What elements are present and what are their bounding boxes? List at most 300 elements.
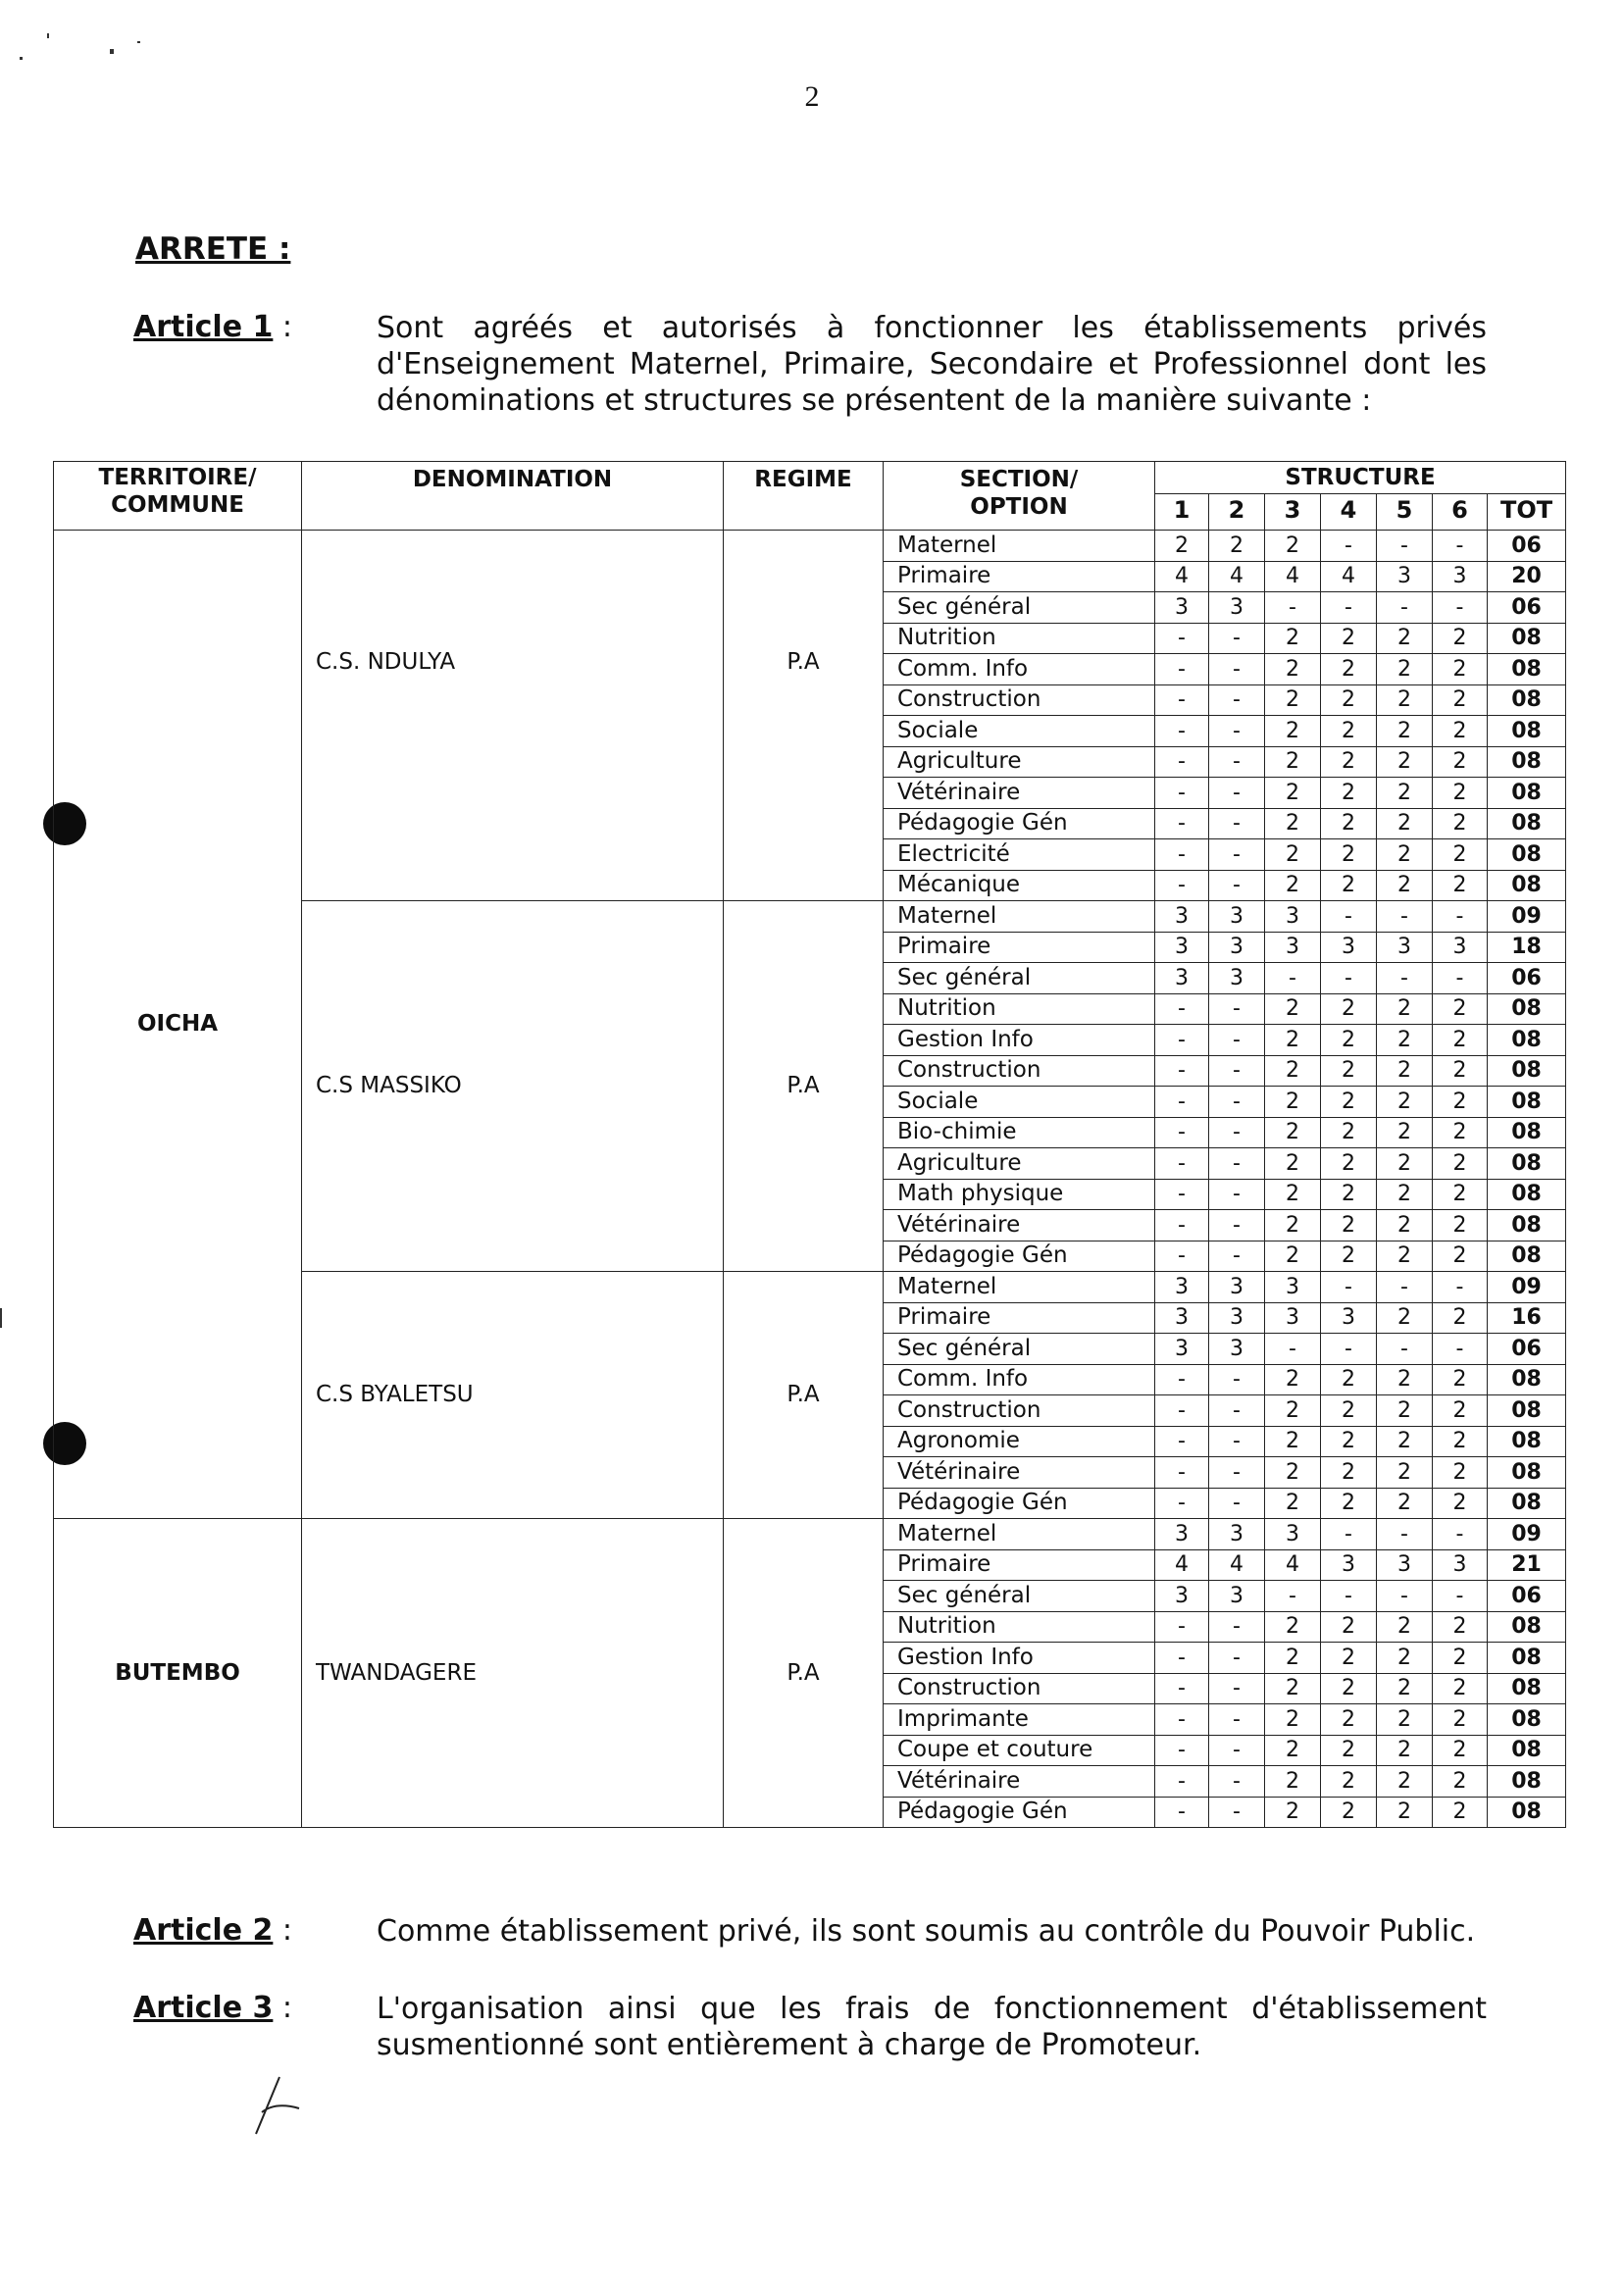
structure-value-cell: 2 (1433, 1704, 1488, 1736)
total-cell: 16 (1488, 1302, 1566, 1334)
structure-value-cell: 2 (1321, 1766, 1377, 1798)
structure-value-cell: - (1321, 1334, 1377, 1365)
section-cell: Construction (884, 1395, 1155, 1427)
structure-value-cell: 2 (1377, 1797, 1433, 1828)
structure-value-cell: 2 (1265, 654, 1321, 685)
structure-value-cell: 3 (1433, 932, 1488, 963)
structure-value-cell: 2 (1377, 1643, 1433, 1674)
total-cell: 08 (1488, 1673, 1566, 1704)
structure-value-cell: - (1209, 1673, 1265, 1704)
total-cell: 08 (1488, 1735, 1566, 1766)
scan-speck (137, 41, 140, 43)
structure-value-cell: - (1377, 1334, 1433, 1365)
structure-value-cell: 2 (1433, 1025, 1488, 1056)
total-cell: 08 (1488, 1766, 1566, 1798)
structure-value-cell: - (1377, 1519, 1433, 1550)
structure-value-cell: - (1209, 1025, 1265, 1056)
total-cell: 08 (1488, 746, 1566, 778)
structure-value-cell: 3 (1377, 561, 1433, 592)
structure-value-cell: 2 (1433, 1395, 1488, 1427)
total-cell: 08 (1488, 684, 1566, 716)
structure-value-cell: 3 (1433, 1549, 1488, 1581)
structure-value-cell: 2 (1321, 1488, 1377, 1519)
total-cell: 08 (1488, 1797, 1566, 1828)
structure-value-cell: - (1433, 1272, 1488, 1303)
table-body (54, 531, 1566, 1828)
section-cell: Imprimante (884, 1704, 1155, 1736)
section-cell: Nutrition (884, 1611, 1155, 1643)
total-cell: 08 (1488, 1611, 1566, 1643)
structure-value-cell: - (1321, 531, 1377, 562)
territory-cell: OICHA (54, 531, 302, 1519)
regime-cell: P.A (724, 1519, 884, 1828)
structure-value-cell: 3 (1155, 1334, 1209, 1365)
header-col-4: 4 (1321, 494, 1377, 531)
structure-value-cell: 2 (1265, 1025, 1321, 1056)
structure-value-cell: 2 (1433, 1179, 1488, 1210)
structure-value-cell: - (1265, 1581, 1321, 1612)
structure-value-cell: - (1155, 623, 1209, 654)
section-cell: Primaire (884, 1302, 1155, 1334)
structure-value-cell: 2 (1433, 1673, 1488, 1704)
regime-cell: P.A (724, 1272, 884, 1519)
section-cell: Pédagogie Gén (884, 808, 1155, 839)
structure-value-cell: 2 (1321, 716, 1377, 747)
structure-value-cell: 2 (1377, 1704, 1433, 1736)
structure-value-cell: 3 (1265, 1302, 1321, 1334)
section-cell: Vétérinaire (884, 1766, 1155, 1798)
structure-value-cell: 2 (1377, 654, 1433, 685)
structure-value-cell: 2 (1265, 808, 1321, 839)
structure-value-cell: 2 (1377, 1148, 1433, 1180)
structure-value-cell: 2 (1377, 1087, 1433, 1118)
structure-value-cell: 3 (1265, 901, 1321, 933)
section-cell: Pédagogie Gén (884, 1797, 1155, 1828)
total-cell: 09 (1488, 901, 1566, 933)
structure-value-cell: 2 (1377, 1673, 1433, 1704)
section-cell: Construction (884, 684, 1155, 716)
structure-value-cell: 2 (1321, 808, 1377, 839)
total-cell: 08 (1488, 1395, 1566, 1427)
structure-value-cell: - (1209, 839, 1265, 871)
structure-value-cell: 2 (1433, 1766, 1488, 1798)
structure-value-cell: - (1155, 1395, 1209, 1427)
structure-value-cell: 2 (1433, 1241, 1488, 1272)
structure-value-cell: 2 (1433, 1210, 1488, 1241)
structure-value-cell: 2 (1433, 1302, 1488, 1334)
structure-value-cell: 3 (1155, 1302, 1209, 1334)
structure-value-cell: 2 (1321, 1241, 1377, 1272)
structure-value-cell: - (1209, 623, 1265, 654)
structure-value-cell: - (1155, 1087, 1209, 1118)
section-cell: Maternel (884, 901, 1155, 933)
header-col-2: 2 (1209, 494, 1265, 531)
section-cell: Sec général (884, 592, 1155, 624)
structure-value-cell: 2 (1321, 1735, 1377, 1766)
section-cell: Sec général (884, 1334, 1155, 1365)
structure-value-cell: 2 (1433, 623, 1488, 654)
total-cell: 09 (1488, 1272, 1566, 1303)
structure-value-cell: - (1209, 716, 1265, 747)
structure-value-cell: 3 (1321, 1549, 1377, 1581)
structure-value-cell: 3 (1155, 963, 1209, 994)
structure-value-cell: 2 (1265, 746, 1321, 778)
structure-value-cell: 2 (1265, 1611, 1321, 1643)
structure-value-cell: - (1209, 1426, 1265, 1457)
section-cell: Vétérinaire (884, 1210, 1155, 1241)
section-cell: Pédagogie Gén (884, 1488, 1155, 1519)
structure-value-cell: - (1209, 993, 1265, 1025)
structure-value-cell: 2 (1265, 716, 1321, 747)
structure-value-cell: 3 (1209, 1519, 1265, 1550)
structure-value-cell: 2 (1433, 1457, 1488, 1489)
structure-value-cell: 2 (1433, 684, 1488, 716)
structure-value-cell: 2 (1377, 1735, 1433, 1766)
structure-value-cell: - (1209, 684, 1265, 716)
structure-value-cell: 2 (1265, 684, 1321, 716)
header-denomination: DENOMINATION (302, 462, 724, 531)
structure-value-cell: - (1209, 1148, 1265, 1180)
structure-value-cell: 2 (1433, 1611, 1488, 1643)
structure-value-cell: 2 (1433, 1055, 1488, 1087)
structure-value-cell: - (1209, 1735, 1265, 1766)
structure-value-cell: - (1377, 1581, 1433, 1612)
structure-value-cell: 3 (1377, 932, 1433, 963)
header-col-5: 5 (1377, 494, 1433, 531)
structure-value-cell: - (1377, 901, 1433, 933)
structure-value-cell: 2 (1433, 1488, 1488, 1519)
structure-value-cell: - (1209, 1364, 1265, 1395)
structure-value-cell: 3 (1377, 1549, 1433, 1581)
structure-value-cell: 2 (1433, 1643, 1488, 1674)
structure-value-cell: 3 (1209, 1272, 1265, 1303)
regime-cell: P.A (724, 901, 884, 1272)
structure-value-cell: - (1155, 1673, 1209, 1704)
section-cell: Sec général (884, 963, 1155, 994)
structure-value-cell: 2 (1433, 870, 1488, 901)
structure-value-cell: 3 (1265, 932, 1321, 963)
structure-value-cell: - (1155, 993, 1209, 1025)
structure-value-cell: 2 (1321, 623, 1377, 654)
structure-value-cell: - (1155, 1179, 1209, 1210)
article-3-label: Article 3 : (133, 1991, 293, 2025)
arrete-heading: ARRETE : (135, 231, 291, 267)
structure-value-cell: 2 (1433, 716, 1488, 747)
structure-value-cell: 2 (1321, 1426, 1377, 1457)
structure-value-cell: - (1433, 1334, 1488, 1365)
structure-value-cell: 2 (1321, 746, 1377, 778)
structure-value-cell: 2 (1377, 993, 1433, 1025)
structure-value-cell: 2 (1265, 1087, 1321, 1118)
header-territoire: TERRITOIRE/ COMMUNE (54, 462, 302, 531)
structure-value-cell: 2 (1265, 778, 1321, 809)
section-cell: Gestion Info (884, 1025, 1155, 1056)
structure-value-cell: 2 (1265, 623, 1321, 654)
structure-value-cell: 2 (1265, 1488, 1321, 1519)
article-2-text: Comme établissement privé, ils sont soumis au contrôle du Pouvoir Public. (377, 1914, 1476, 1949)
total-cell: 08 (1488, 1426, 1566, 1457)
section-cell: Comm. Info (884, 1364, 1155, 1395)
structure-value-cell: 2 (1321, 993, 1377, 1025)
structure-value-cell: - (1433, 592, 1488, 624)
structure-value-cell: 2 (1433, 1117, 1488, 1148)
structure-value-cell: - (1155, 1364, 1209, 1395)
initials-signature (250, 2069, 309, 2138)
section-cell: Vétérinaire (884, 778, 1155, 809)
structure-value-cell: 2 (1433, 839, 1488, 871)
structure-value-cell: - (1155, 1117, 1209, 1148)
structure-value-cell: 2 (1155, 531, 1209, 562)
structure-value-cell: 2 (1377, 1766, 1433, 1798)
section-cell: Gestion Info (884, 1643, 1155, 1674)
structure-value-cell: 2 (1265, 1241, 1321, 1272)
structure-value-cell: - (1155, 839, 1209, 871)
header-col-tot: TOT (1488, 494, 1566, 531)
structure-value-cell: 2 (1321, 870, 1377, 901)
structure-value-cell: - (1433, 1581, 1488, 1612)
page-number: 2 (804, 80, 820, 113)
total-cell: 06 (1488, 531, 1566, 562)
structure-value-cell: 2 (1265, 1364, 1321, 1395)
structure-value-cell: 2 (1377, 1395, 1433, 1427)
section-cell: Coupe et couture (884, 1735, 1155, 1766)
section-cell: Agronomie (884, 1426, 1155, 1457)
structure-value-cell: - (1155, 654, 1209, 685)
structure-value-cell: - (1155, 1055, 1209, 1087)
territory-cell: BUTEMBO (54, 1519, 302, 1828)
structure-value-cell: - (1433, 1519, 1488, 1550)
total-cell: 08 (1488, 808, 1566, 839)
total-cell: 08 (1488, 623, 1566, 654)
structure-value-cell: 4 (1209, 561, 1265, 592)
structure-value-cell: - (1433, 901, 1488, 933)
structure-value-cell: 2 (1377, 1210, 1433, 1241)
article-3-text: L'organisation ainsi que les frais de fonctionnement d'établissement susmentionné sont entièrement à charge de Promoteur. (377, 1992, 1487, 2062)
structure-value-cell: 2 (1321, 1148, 1377, 1180)
structure-value-cell: - (1155, 1210, 1209, 1241)
total-cell: 08 (1488, 1457, 1566, 1489)
structure-value-cell: 2 (1377, 1055, 1433, 1087)
structure-value-cell: 2 (1433, 993, 1488, 1025)
total-cell: 08 (1488, 1025, 1566, 1056)
structure-value-cell: 4 (1321, 561, 1377, 592)
total-cell: 08 (1488, 1210, 1566, 1241)
structure-value-cell: 2 (1265, 1426, 1321, 1457)
structure-value-cell: 2 (1377, 623, 1433, 654)
total-cell: 21 (1488, 1549, 1566, 1581)
structure-value-cell: 2 (1265, 1735, 1321, 1766)
total-cell: 06 (1488, 963, 1566, 994)
structure-value-cell: - (1209, 1055, 1265, 1087)
section-cell: Nutrition (884, 993, 1155, 1025)
total-cell: 08 (1488, 1643, 1566, 1674)
structure-value-cell: - (1209, 1210, 1265, 1241)
scan-speck (0, 1308, 2, 1328)
section-cell: Vétérinaire (884, 1457, 1155, 1489)
structure-value-cell: 2 (1377, 808, 1433, 839)
structure-value-cell: 2 (1433, 1087, 1488, 1118)
structure-value-cell: - (1321, 963, 1377, 994)
structure-value-cell: - (1209, 1457, 1265, 1489)
structure-value-cell: - (1155, 1488, 1209, 1519)
structure-value-cell: 4 (1209, 1549, 1265, 1581)
structure-value-cell: 2 (1265, 870, 1321, 901)
structure-value-cell: 2 (1433, 1364, 1488, 1395)
structure-value-cell: 2 (1377, 1025, 1433, 1056)
scan-speck (110, 49, 114, 54)
structure-value-cell: 2 (1265, 1148, 1321, 1180)
section-cell: Maternel (884, 1272, 1155, 1303)
structure-value-cell: 3 (1155, 932, 1209, 963)
structure-value-cell: 2 (1321, 1457, 1377, 1489)
section-cell: Agriculture (884, 1148, 1155, 1180)
section-cell: Agriculture (884, 746, 1155, 778)
structure-value-cell: - (1155, 1643, 1209, 1674)
table-row (54, 531, 1566, 562)
structure-value-cell: 2 (1377, 778, 1433, 809)
structure-value-cell: - (1209, 746, 1265, 778)
structure-value-cell: - (1155, 1426, 1209, 1457)
structure-value-cell: 3 (1155, 592, 1209, 624)
structure-value-cell: - (1265, 592, 1321, 624)
structure-value-cell: - (1209, 1087, 1265, 1118)
section-cell: Mécanique (884, 870, 1155, 901)
structure-value-cell: 2 (1321, 1673, 1377, 1704)
structure-value-cell: 3 (1209, 1302, 1265, 1334)
total-cell: 06 (1488, 592, 1566, 624)
structure-value-cell: - (1155, 746, 1209, 778)
structure-value-cell: 3 (1155, 1519, 1209, 1550)
structure-value-cell: 2 (1377, 1302, 1433, 1334)
scan-speck (47, 33, 49, 38)
structure-value-cell: 2 (1377, 1611, 1433, 1643)
structure-value-cell: 2 (1321, 1797, 1377, 1828)
structure-value-cell: 2 (1433, 778, 1488, 809)
structure-value-cell: 2 (1321, 778, 1377, 809)
total-cell: 20 (1488, 561, 1566, 592)
header-col-1: 1 (1155, 494, 1209, 531)
total-cell: 08 (1488, 839, 1566, 871)
scan-speck (20, 57, 23, 60)
structure-value-cell: 2 (1433, 1797, 1488, 1828)
structure-value-cell: 4 (1155, 1549, 1209, 1581)
section-cell: Nutrition (884, 623, 1155, 654)
total-cell: 08 (1488, 993, 1566, 1025)
denomination-cell: TWANDAGERE (302, 1519, 724, 1828)
structure-value-cell: - (1209, 1643, 1265, 1674)
structure-value-cell: 2 (1265, 1055, 1321, 1087)
structure-value-cell: 2 (1265, 1117, 1321, 1148)
section-cell: Construction (884, 1055, 1155, 1087)
structure-value-cell: 2 (1377, 684, 1433, 716)
section-cell: Sec général (884, 1581, 1155, 1612)
structure-value-cell: - (1209, 1488, 1265, 1519)
total-cell: 08 (1488, 1117, 1566, 1148)
header-regime: REGIME (724, 462, 884, 531)
total-cell: 08 (1488, 1704, 1566, 1736)
structure-value-cell: - (1155, 1611, 1209, 1643)
structure-value-cell: 2 (1265, 1395, 1321, 1427)
total-cell: 08 (1488, 654, 1566, 685)
structure-value-cell: 2 (1433, 746, 1488, 778)
total-cell: 08 (1488, 1364, 1566, 1395)
structure-value-cell: - (1155, 1704, 1209, 1736)
structure-value-cell: 2 (1377, 870, 1433, 901)
structure-value-cell: 2 (1377, 1179, 1433, 1210)
structure-value-cell: 2 (1377, 1117, 1433, 1148)
structure-value-cell: 3 (1265, 1272, 1321, 1303)
regime-cell: P.A (724, 531, 884, 901)
structure-value-cell: 2 (1377, 1241, 1433, 1272)
structure-value-cell: 2 (1265, 1210, 1321, 1241)
total-cell: 08 (1488, 1488, 1566, 1519)
structure-value-cell: - (1155, 716, 1209, 747)
section-cell: Electricité (884, 839, 1155, 871)
total-cell: 08 (1488, 778, 1566, 809)
structure-value-cell: - (1321, 901, 1377, 933)
structure-value-cell: 2 (1433, 1735, 1488, 1766)
structure-value-cell: 2 (1265, 1704, 1321, 1736)
structure-value-cell: - (1265, 1334, 1321, 1365)
denomination-cell: C.S MASSIKO (302, 901, 724, 1272)
section-cell: Construction (884, 1673, 1155, 1704)
structure-value-cell: - (1433, 531, 1488, 562)
structure-value-cell: 2 (1433, 808, 1488, 839)
section-cell: Math physique (884, 1179, 1155, 1210)
article-1-label: Article 1 : (133, 310, 293, 344)
structure-value-cell: - (1209, 808, 1265, 839)
section-cell: Pédagogie Gén (884, 1241, 1155, 1272)
structure-value-cell: 2 (1321, 654, 1377, 685)
structure-value-cell: 2 (1265, 839, 1321, 871)
structure-value-cell: 4 (1155, 561, 1209, 592)
article-2-label: Article 2 : (133, 1913, 293, 1948)
structure-value-cell: 2 (1209, 531, 1265, 562)
structure-value-cell: 2 (1321, 1117, 1377, 1148)
section-cell: Maternel (884, 531, 1155, 562)
denomination-cell: C.S BYALETSU (302, 1272, 724, 1519)
structure-value-cell: - (1155, 870, 1209, 901)
structure-value-cell: - (1209, 1797, 1265, 1828)
structure-value-cell: 2 (1377, 746, 1433, 778)
total-cell: 08 (1488, 1179, 1566, 1210)
table-row (54, 1519, 1566, 1550)
header-col-3: 3 (1265, 494, 1321, 531)
structure-value-cell: 3 (1209, 963, 1265, 994)
structure-value-cell: 2 (1377, 1364, 1433, 1395)
structure-value-cell: 2 (1265, 1797, 1321, 1828)
structure-value-cell: - (1155, 684, 1209, 716)
section-cell: Bio-chimie (884, 1117, 1155, 1148)
header-section: SECTION/ OPTION (884, 462, 1155, 531)
structure-value-cell: 2 (1265, 993, 1321, 1025)
structure-value-cell: - (1209, 1766, 1265, 1798)
structure-value-cell: - (1209, 778, 1265, 809)
structure-value-cell: 2 (1321, 1210, 1377, 1241)
total-cell: 08 (1488, 1148, 1566, 1180)
article-1-text: Sont agréés et autorisés à fonctionner les établissements privés d'Enseignement Maternel, Primaire, Secondaire et Professionnel dont les dénominations et structures se présentent de la manière suivante : (377, 311, 1487, 418)
structure-value-cell: - (1155, 1735, 1209, 1766)
structure-value-cell: - (1321, 1519, 1377, 1550)
total-cell: 06 (1488, 1581, 1566, 1612)
section-cell: Sociale (884, 716, 1155, 747)
structure-value-cell: - (1155, 1797, 1209, 1828)
total-cell: 06 (1488, 1334, 1566, 1365)
total-cell: 08 (1488, 870, 1566, 901)
structure-value-cell: 2 (1321, 1364, 1377, 1395)
structure-value-cell: 3 (1209, 592, 1265, 624)
structure-value-cell: - (1155, 778, 1209, 809)
